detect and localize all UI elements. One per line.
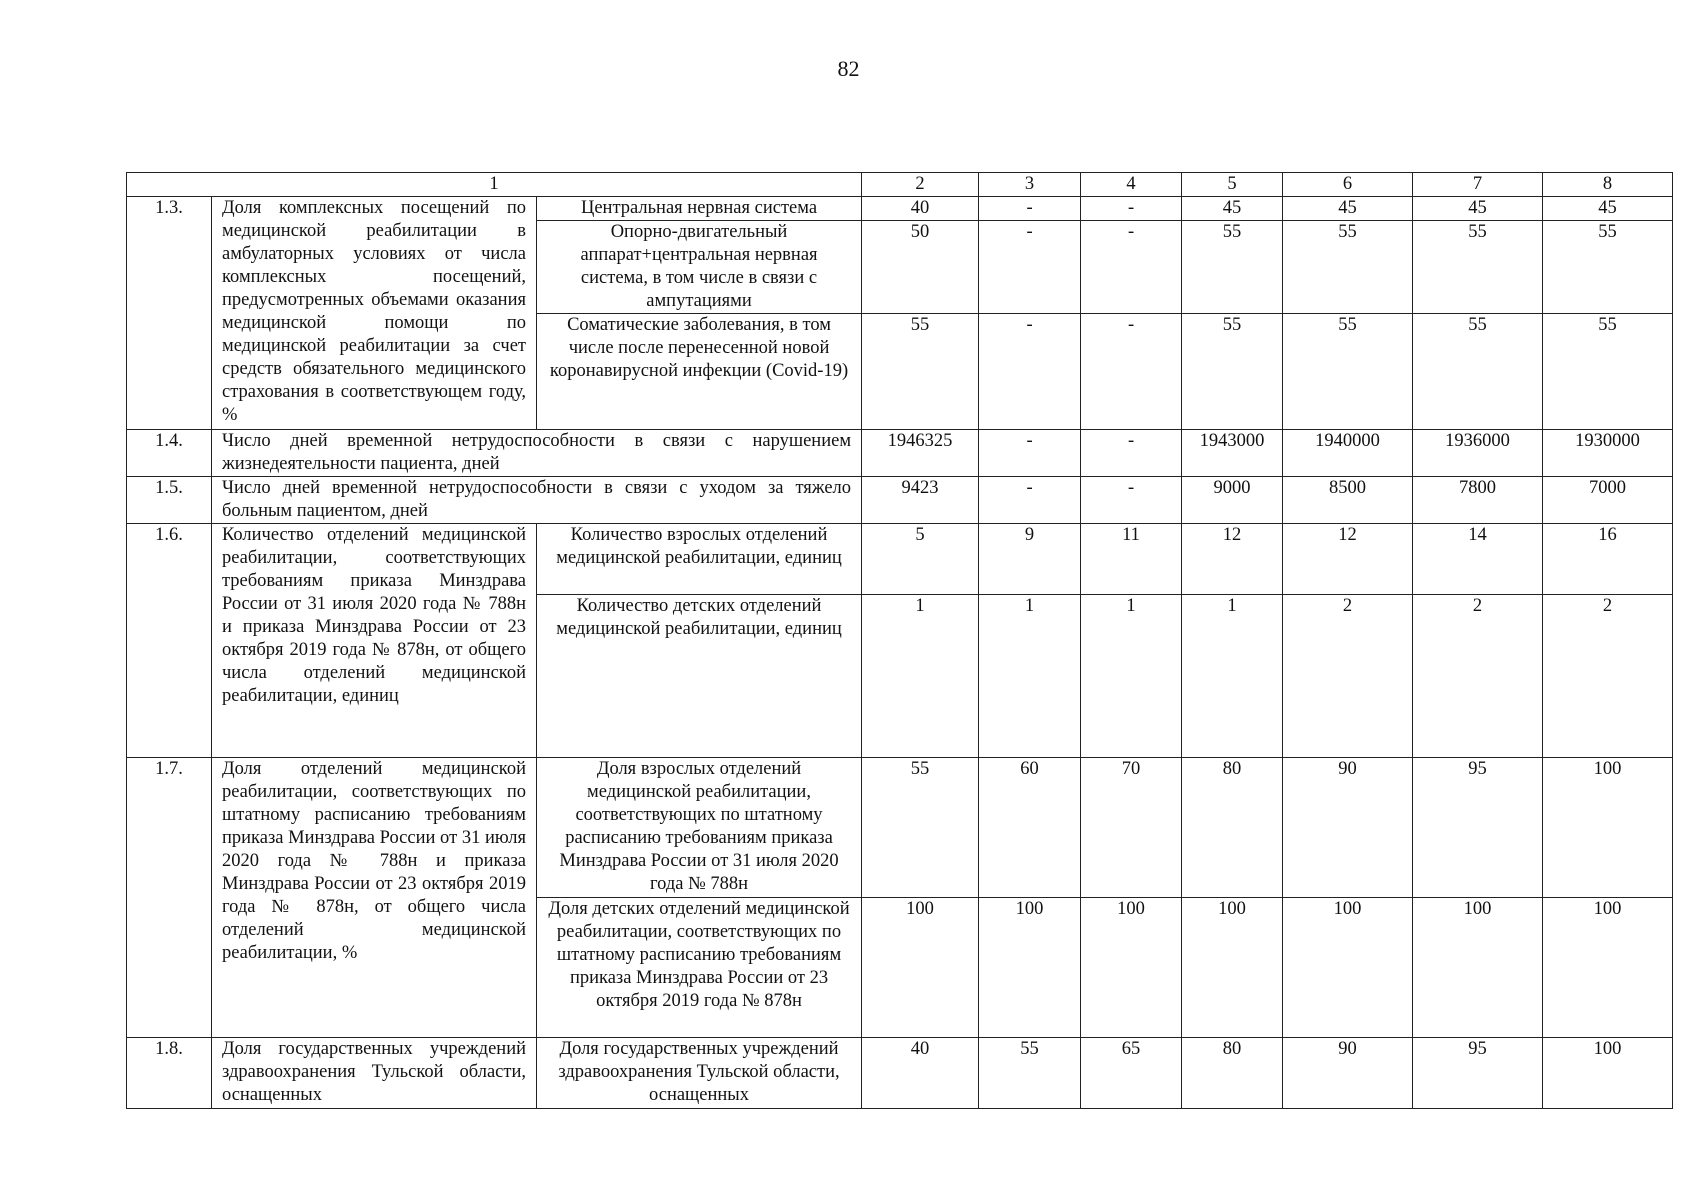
value-cell: 55 (1182, 314, 1283, 430)
value-cell: 1940000 (1283, 430, 1413, 477)
sub-indicator: Опорно-двигательный аппарат+центральная нервная система, в том числе в связи с ампутациями (537, 221, 862, 314)
header-cell: 3 (979, 173, 1081, 197)
value-cell: 80 (1182, 758, 1283, 898)
value-cell: 1 (1081, 595, 1182, 758)
value-cell: 90 (1283, 758, 1413, 898)
value-cell: 7800 (1413, 477, 1543, 524)
value-cell: 100 (1182, 898, 1283, 1038)
value-cell: 55 (862, 314, 979, 430)
value-cell: - (979, 197, 1081, 221)
sub-indicator: Количество детских отделений медицинской реабилитации, единиц (537, 595, 862, 758)
sub-indicator: Центральная нервная система (537, 197, 862, 221)
value-cell: 55 (1543, 314, 1673, 430)
value-cell: 45 (1413, 197, 1543, 221)
value-cell: 1 (862, 595, 979, 758)
value-cell: 1946325 (862, 430, 979, 477)
indicator-name: Доля комплексных посещений по медицинской реабилитации в амбулаторных условиях от числа комплексных посещений, предусмотренных объемами оказания медицинской помощи по медицинской реабилитации за счет средств обязательного медицинского страхования в соответствующем году, % (212, 197, 537, 430)
value-cell: 16 (1543, 524, 1673, 595)
value-cell: - (1081, 477, 1182, 524)
value-cell: 9000 (1182, 477, 1283, 524)
value-cell: 45 (1182, 197, 1283, 221)
sub-indicator: Соматические заболевания, в том числе после перенесенной новой коронавирусной инфекции (Covid-19) (537, 314, 862, 430)
value-cell: - (979, 430, 1081, 477)
value-cell: 65 (1081, 1038, 1182, 1109)
value-cell: - (979, 221, 1081, 314)
header-cell: 1 (127, 173, 862, 197)
value-cell: 45 (1543, 197, 1673, 221)
value-cell: - (1081, 221, 1182, 314)
value-cell: 5 (862, 524, 979, 595)
value-cell: 1 (1182, 595, 1283, 758)
row-number: 1.7. (127, 758, 212, 1038)
value-cell: 1943000 (1182, 430, 1283, 477)
value-cell: 70 (1081, 758, 1182, 898)
table-row (127, 524, 1673, 595)
header-cell: 4 (1081, 173, 1182, 197)
row-number: 1.3. (127, 197, 212, 430)
value-cell: 12 (1182, 524, 1283, 595)
value-cell: 50 (862, 221, 979, 314)
value-cell: 100 (1283, 898, 1413, 1038)
table-row (127, 758, 1673, 898)
value-cell: 1936000 (1413, 430, 1543, 477)
value-cell: 100 (979, 898, 1081, 1038)
sub-indicator: Количество взрослых отделений медицинской реабилитации, единиц (537, 524, 862, 595)
value-cell: 100 (1543, 1038, 1673, 1109)
value-cell: 7000 (1543, 477, 1673, 524)
value-cell: 55 (1413, 221, 1543, 314)
value-cell: 95 (1413, 1038, 1543, 1109)
value-cell: - (1081, 430, 1182, 477)
value-cell: 8500 (1283, 477, 1413, 524)
indicator-name: Число дней временной нетрудоспособности в связи с нарушением жизнедеятельности пациента, дней (212, 430, 862, 477)
value-cell: 2 (1413, 595, 1543, 758)
row-number: 1.5. (127, 477, 212, 524)
value-cell: - (1081, 197, 1182, 221)
value-cell: - (1081, 314, 1182, 430)
value-cell: 55 (979, 1038, 1081, 1109)
row-number: 1.8. (127, 1038, 212, 1109)
header-cell: 5 (1182, 173, 1283, 197)
value-cell: 12 (1283, 524, 1413, 595)
value-cell: 9 (979, 524, 1081, 595)
value-cell: 90 (1283, 1038, 1413, 1109)
value-cell: 40 (862, 197, 979, 221)
value-cell: 60 (979, 758, 1081, 898)
header-cell: 8 (1543, 173, 1673, 197)
value-cell: 11 (1081, 524, 1182, 595)
value-cell: 100 (862, 898, 979, 1038)
value-cell: 1930000 (1543, 430, 1673, 477)
table-header-row (127, 173, 1673, 197)
table-row (127, 1038, 1673, 1109)
value-cell: 45 (1283, 197, 1413, 221)
value-cell: 55 (1543, 221, 1673, 314)
value-cell: 9423 (862, 477, 979, 524)
value-cell: 80 (1182, 1038, 1283, 1109)
value-cell: 55 (1182, 221, 1283, 314)
header-cell: 6 (1283, 173, 1413, 197)
header-cell: 7 (1413, 173, 1543, 197)
indicator-name: Количество отделений медицинской реабилитации, соответствующих требованиям приказа Минздрава России от 31 июля 2020 года № 788н и приказа Минздрава России от 23 октября 2019 года № 878н, от общего числа отделений медицинской реабилитации, единиц (212, 524, 537, 758)
indicator-name: Доля государственных учреждений здравоохранения Тульской области, оснащенных (212, 1038, 537, 1109)
value-cell: - (979, 314, 1081, 430)
value-cell: 2 (1283, 595, 1413, 758)
sub-indicator: Доля детских отделений медицинской реабилитации, соответствующих по штатному расписанию требованиям приказа Минздрава России от 23 октября 2019 года № 878н (537, 898, 862, 1038)
value-cell: 55 (1283, 314, 1413, 430)
value-cell: 2 (1543, 595, 1673, 758)
value-cell: 95 (1413, 758, 1543, 898)
indicator-name: Доля отделений медицинской реабилитации, соответствующих по штатному расписанию требованиям приказа Минздрава России от 31 июля 2020 года № 788н и приказа Минздрава России от 23 октября 2019 года № 878н, от общего числа отделений медицинской реабилитации, % (212, 758, 537, 1038)
indicator-name: Число дней временной нетрудоспособности в связи с уходом за тяжело больным пациентом, дней (212, 477, 862, 524)
value-cell: 100 (1543, 758, 1673, 898)
value-cell: 55 (1283, 221, 1413, 314)
value-cell: 100 (1413, 898, 1543, 1038)
value-cell: 40 (862, 1038, 979, 1109)
indicator-table (126, 172, 1673, 1109)
header-cell: 2 (862, 173, 979, 197)
value-cell: - (979, 477, 1081, 524)
value-cell: 1 (979, 595, 1081, 758)
row-number: 1.6. (127, 524, 212, 758)
value-cell: 55 (862, 758, 979, 898)
row-number: 1.4. (127, 430, 212, 477)
sub-indicator: Доля взрослых отделений медицинской реабилитации, соответствующих по штатному расписанию требованиям приказа Минздрава России от 31 июля 2020 года № 788н (537, 758, 862, 898)
table-row (127, 430, 1673, 477)
value-cell: 100 (1081, 898, 1182, 1038)
sub-indicator: Доля государственных учреждений здравоохранения Тульской области, оснащенных (537, 1038, 862, 1109)
value-cell: 55 (1413, 314, 1543, 430)
page-number: 82 (837, 56, 860, 81)
table-row (127, 197, 1673, 221)
value-cell: 14 (1413, 524, 1543, 595)
value-cell: 100 (1543, 898, 1673, 1038)
table-row (127, 477, 1673, 524)
